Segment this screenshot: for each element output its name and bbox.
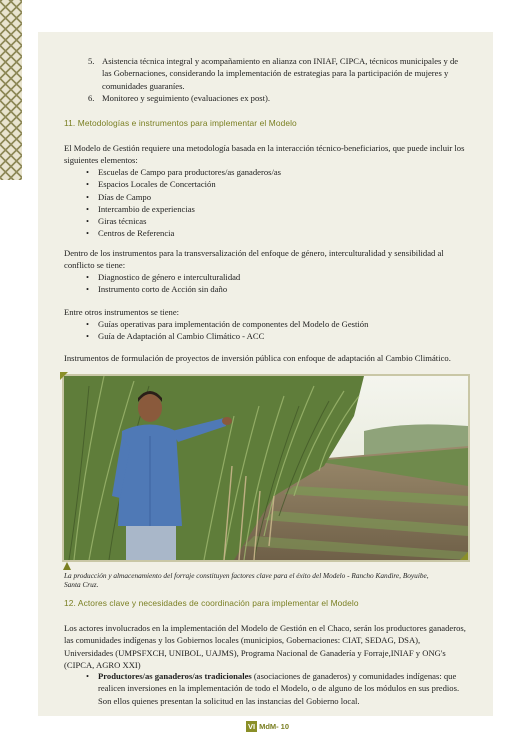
list-item (88, 55, 468, 92)
list-item (86, 670, 468, 707)
list-item-text: Asistencia técnica integral y acompañamiento en alianza con INIAF, CIPCA, técnicos municipales y de las Gobernaciones, considerando la implementación de estrategias para la participación de mujeres y comunidades guaraníes. (102, 56, 459, 91)
numbered-list (88, 55, 468, 104)
list-item: • Giras técnicas (86, 215, 466, 227)
photo-caption: La producción y almacenamiento del forraje constituyen factores clave para el éxito del Modelo - Rancho Kandire, Boyuibe, Santa Cruz. (64, 571, 429, 589)
forage-field-illustration (64, 376, 468, 560)
section-12-intro: Los actores involucrados en la implementación del Modelo de Gestión en el Chaco, serán los productores ganaderos, las comunidades indígenas y los Gobiernos locales (municipios, Gobernaciones: CIAT, SEDAG, DSA), Universidades (UMPSFXCH, UNIBOL, UAJMS), Programa Nacional de Ganadería y Forraje,INIAF y ONG's (CIPCA, AGRO XXI) (64, 623, 466, 670)
photo-corner-marker (458, 550, 468, 560)
decorative-border-pattern (0, 0, 22, 180)
list-number: 5. (88, 56, 95, 66)
transversal-list (86, 271, 466, 296)
list-item: • Instrumento corto de Acción sin daño (86, 283, 466, 295)
section-12-heading: 12. Actores clave y necesidades de coordinación para implementar el Modelo (64, 598, 359, 608)
list-item: • Guía de Adaptación al Cambio Climático - ACC (86, 330, 466, 342)
list-item: • Escuelas de Campo para productores/as ganaderos/as (86, 166, 466, 178)
footer-badge: VI (248, 721, 256, 731)
list-item: • Guías operativas para implementación de componentes del Modelo de Gestión (86, 318, 466, 330)
other-instruments-list (86, 318, 466, 343)
other-instruments-intro: Entre otros instrumentos se tiene: (64, 307, 180, 317)
list-item: • Días de Campo (86, 191, 466, 203)
list-item: • Espacios Locales de Concertación (86, 178, 466, 190)
list-item: • Intercambio de experiencias (86, 203, 466, 215)
methodology-elements-list (86, 166, 466, 240)
field-photo (62, 374, 470, 562)
list-item (88, 92, 468, 104)
page-footer (246, 720, 289, 732)
list-item: • Diagnostico de género e interculturalidad (86, 271, 466, 283)
transversal-intro: Dentro de los instrumentos para la transversalización del enfoque de género, interculturalidad y sensibilidad al conflicto se tiene: (64, 248, 444, 271)
photo-corner-marker (60, 372, 70, 382)
actor-description: (asociaciones de ganaderos) y comunidades indígenas: que realicen inversiones en la implementación de todo el Modelo, o de alguno de los módulos en sus predios. Son ellos quienes presentan la solicitud en las instancias del Gobierno local. (98, 671, 460, 706)
actors-list (86, 670, 468, 707)
list-item-text: Monitoreo y seguimiento (evaluaciones ex post). (102, 92, 271, 103)
section-11-heading: 11. Metodologías e instrumentos para implementar el Modelo (64, 118, 297, 128)
section-11-intro: El Modelo de Gestión requiere una metodología basada en la interacción técnico-beneficiarios, que puede incluir los siguientes elementos: (64, 143, 465, 166)
list-item: • Centros de Referencia (86, 227, 466, 239)
footer-label: MdM- (259, 721, 279, 731)
investment-instruments-text: Instrumentos de formulación de proyectos de inversión pública con enfoque de adaptación al Cambio Climático. (64, 353, 451, 363)
list-number: 6. (88, 92, 95, 103)
caption-arrow-icon (63, 562, 71, 570)
actor-title: Productores/as ganaderos/as tradicionales (98, 671, 252, 681)
page-number: 10 (280, 721, 290, 731)
